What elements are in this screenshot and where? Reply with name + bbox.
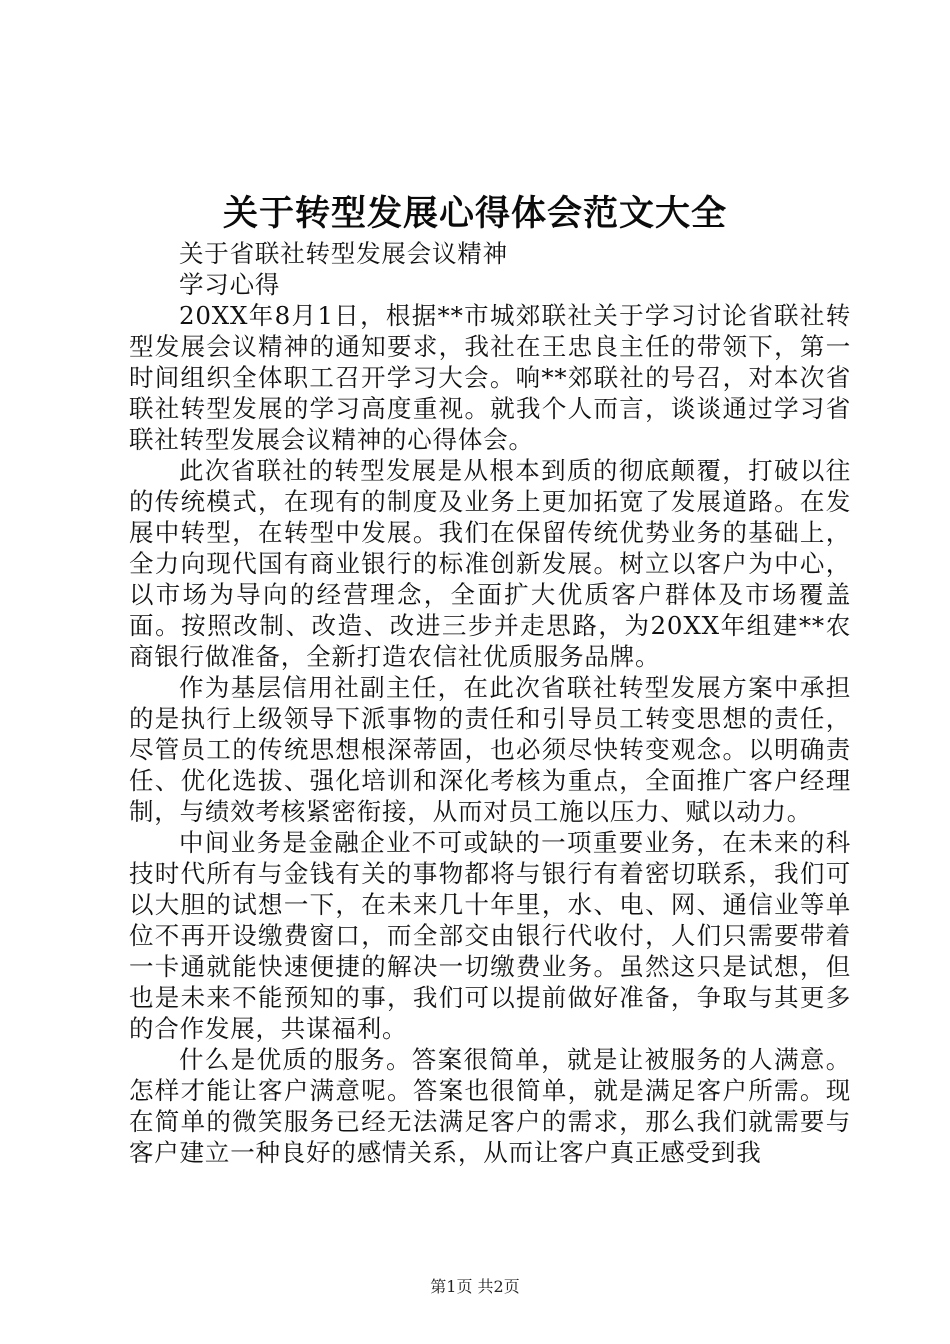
page-footer: 第1页 共2页 [430,1277,520,1296]
body-paragraph: 作为基层信用社副主任，在此次省联社转型发展方案中承担的是执行上级领导下派事物的责任和引导员工转变思想的责任，尽管员工的传统思想根深蒂固，也必须尽快转变观念。以明确责任、优化选拔、强化培训和深化考核为重点，全面推广客户经理制，与绩效考核紧密衔接，从而对员工施以压力、赋以动力。 [129,673,851,826]
body-paragraph: 20XX年8月1日，根据**市城郊联社关于学习讨论省联社转型发展会议精神的通知要求，我社在王忠良主任的带领下，第一时间组织全体职工召开学习大会。响**郊联社的号召，对本次省联社转型发展的学习高度重视。就我个人而言，谈谈通过学习省联社转型发展会议精神的心得体会。 [129,301,851,454]
body-paragraph: 中间业务是金融企业不可或缺的一项重要业务，在未来的科技时代所有与金钱有关的事物都将与银行有着密切联系，我们可以大胆的试想一下，在未来几十年里，水、电、网、通信业等单位不再开设缴费窗口，而全部交由银行代收付，人们只需要带着一卡通就能快速便捷的解决一切缴费业务。虽然这只是试想，但也是未来不能预知的事，我们可以提前做好准备，争取与其更多的合作发展，共谋福利。 [129,828,851,1043]
document-body [129,238,851,1168]
body-paragraph: 此次省联社的转型发展是从根本到质的彻底颠覆，打破以往的传统模式，在现有的制度及业务上更加拓宽了发展道路。在发展中转型，在转型中发展。我们在保留传统优势业务的基础上，全力向现代国有商业银行的标准创新发展。树立以客户为中心，以市场为导向的经营理念，全面扩大优质客户群体及市场覆盖面。按照改制、改造、改进三步并走思路，为20XX年组建**农商银行做准备，全新打造农信社优质服务品牌。 [129,456,851,671]
body-paragraph: 什么是优质的服务。答案很简单，就是让被服务的人满意。怎样才能让客户满意呢。答案也很简单，就是满足客户所需。现在简单的微笑服务已经无法满足客户的需求，那么我们就需要与客户建立一种良好的感情关系，从而让客户真正感受到我 [129,1045,851,1167]
subtitle-line-2: 学习心得 [179,270,281,299]
document-title: 关于转型发展心得体会范文大全 [222,194,727,234]
subtitle-line-1: 关于省联社转型发展会议精神 [179,239,508,268]
